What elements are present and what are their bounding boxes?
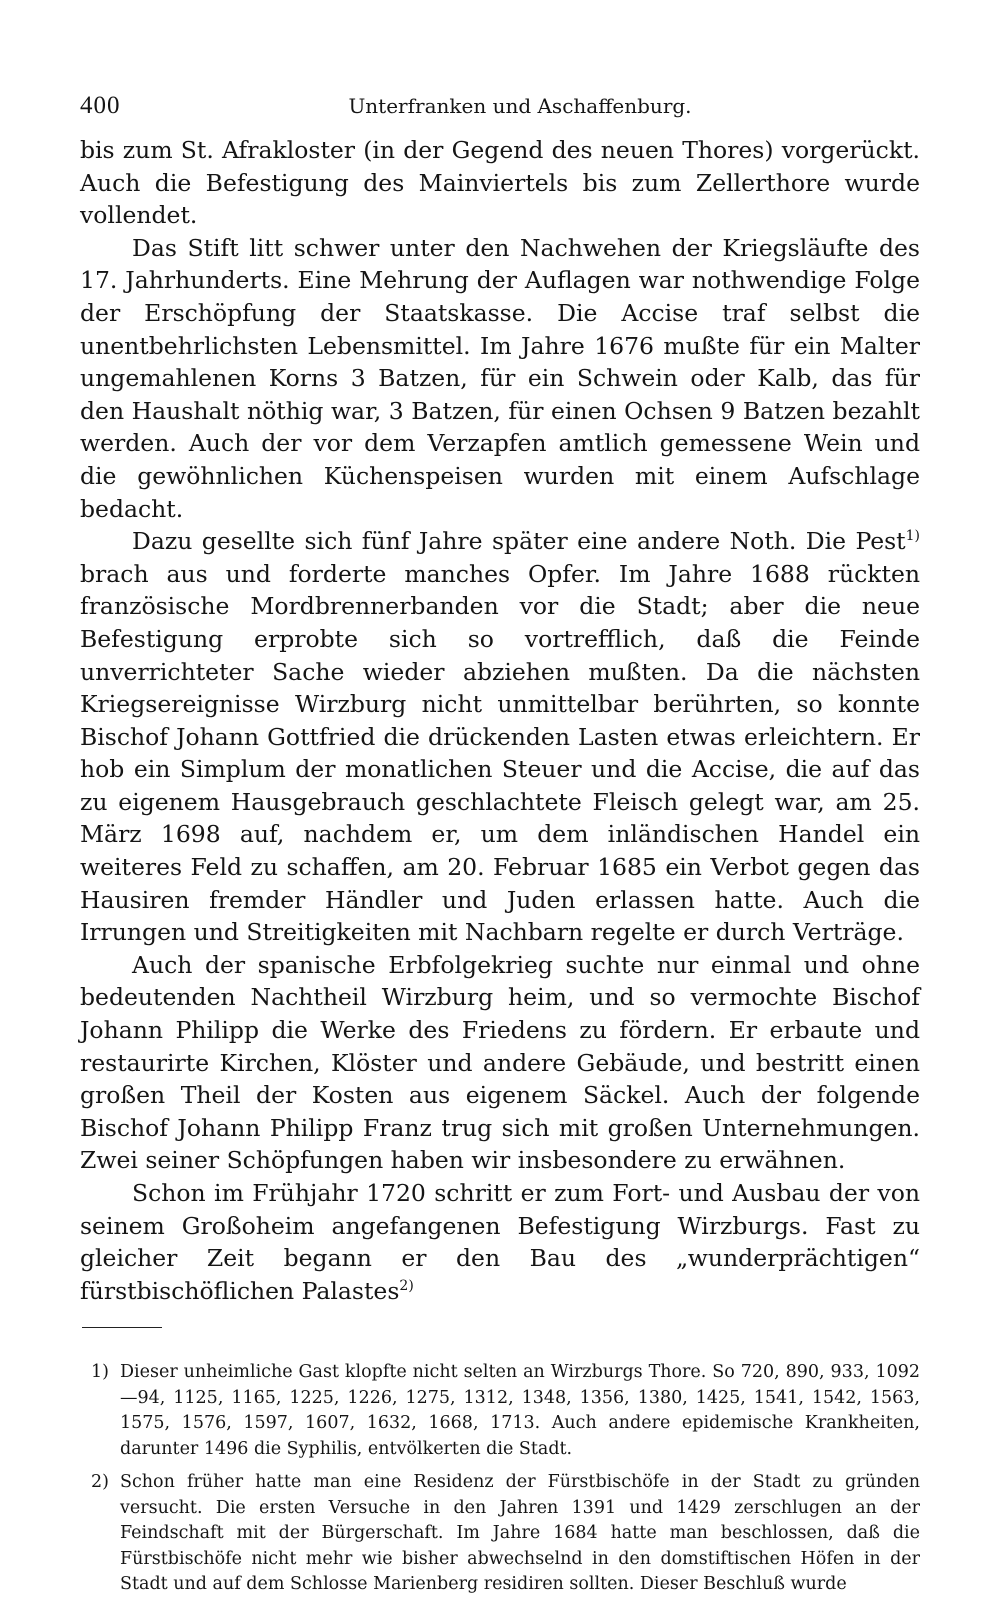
paragraph: Auch der spanische Erbfolgekrieg suchte nur einmal und ohne bedeutenden Nachtheil Wirzburg heim, und so vermochte Bischof Johann Philipp die Werke des Friedens zu fördern. Er erbaute und restaurirte Kirchen, Klöster und andere Gebäude, und bestritt einen großen Theil der Kosten aus eigenem Säckel. Auch der folgende Bischof Johann Philipp Franz trug sich mit großen Unternehmungen. Zwei seiner Schöpfungen haben wir insbesondere zu erwähnen. <box>80 950 920 1175</box>
book-page <box>80 92 920 1606</box>
paragraph-text: Dazu gesellte sich fünf Jahre später eine andere Noth. Die Pest <box>132 527 906 556</box>
paragraph <box>80 1177 920 1307</box>
running-head: Unterfranken und Aschaffenburg. <box>348 94 692 118</box>
paragraph: bis zum St. Afrakloster (in der Gegend des neuen Thores) vorgerückt. Auch die Befestigung des Mainviertels bis zum Zellerthore wurde vollendet. <box>80 136 920 230</box>
page-number: 400 <box>80 92 121 119</box>
paragraph: Das Stift litt schwer unter den Nachwehen der Kriegsläufte des 17. Jahrhunderts. Eine Mehrung der Auflagen war nothwendige Folge der Erschöpfung der Staatskasse. Die Accise traf selbst die unentbehrlichsten Lebensmittel. Im Jahre 1676 mußte für ein Malter ungemahlenen Korns 3 Batzen, für ein Schwein oder Kalb, das für den Haushalt nöthig war, 3 Batzen, für einen Ochsen 9 Batzen bezahlt werden. Auch der vor dem Verzapfen amtlich gemessene Wein und die gewöhnlichen Küchenspeisen wurden mit einem Aufschlage bedacht. <box>80 233 920 523</box>
footnote-text: Dieser unheimliche Gast klopfte nicht selten an Wirzburgs Thore. So 720, 890, 933, 1092—94, 1125, 1165, 1225, 1226, 1275, 1312, 1348, 1356, 1380, 1425, 1541, 1542, 1563, 1575, 1576, 1597, 1607, 1632, 1668, 1713. Auch andere epidemische Krankheiten, darunter 1496 die Syphilis, entvölkerten die Stadt. <box>120 1362 920 1459</box>
footnote-reference[interactable]: 2) <box>399 1277 414 1294</box>
paragraph-text: Schon im Frühjahr 1720 schritt er zum Fort- und Ausbau der von seinem Großoheim angefangenen Befestigung Wirzburgs. Fast zu gleicher Zeit begann er den Bau des „wunderprächtigen“ fürstbischöflichen Palastes <box>80 1179 920 1305</box>
paragraph <box>80 525 920 949</box>
footnote <box>80 1470 920 1598</box>
footnote-reference[interactable]: 1) <box>905 528 920 545</box>
footnote-divider <box>82 1327 162 1328</box>
paragraph-text: brach aus und forderte manches Opfer. Im Jahre 1688 rückten französische Mordbrennerbanden vor die Stadt; aber die neue Befestigung erprobte sich so vortrefflich, daß die Feinde unverrichteter Sache wieder abziehen mußten. Da die nächsten Kriegsereignisse Wirzburg nicht unmittelbar berührten, so konnte Bischof Johann Gottfried die drückenden Lasten etwas erleichtern. Er hob ein Simplum der monatlichen Steuer und die Accise, die auf das zu eigenem Hausgebrauch geschlachtete Fleisch gelegt war, am 25. März 1698 auf, nachdem er, um dem inländischen Handel ein weiteres Feld zu schaffen, am 20. Februar 1685 ein Verbot gegen das Hausiren fremder Händler und Juden erlassen hatte. Auch die Irrungen und Streitigkeiten mit Nachbarn regelte er durch Verträge. <box>80 559 920 947</box>
footnotes <box>80 1360 920 1598</box>
page-header <box>80 92 920 132</box>
footnote <box>80 1360 920 1462</box>
body-text <box>80 134 920 1307</box>
footnote-mark: 2) <box>91 1472 109 1493</box>
footnote-text: Schon früher hatte man eine Residenz der Fürstbischöfe in der Stadt zu gründen versucht. Die ersten Versuche in den Jahren 1391 und 1429 zerschlugen an der Feindschaft mit der Bürgerschaft. Im Jahre 1684 hatte man beschlossen, daß die Fürstbischöfe nicht mehr wie bisher abwechselnd in den domstiftischen Höfen in der Stadt und auf dem Schlosse Marienberg residiren sollten. Dieser Beschluß wurde <box>120 1472 920 1595</box>
footnote-mark: 1) <box>91 1362 109 1383</box>
